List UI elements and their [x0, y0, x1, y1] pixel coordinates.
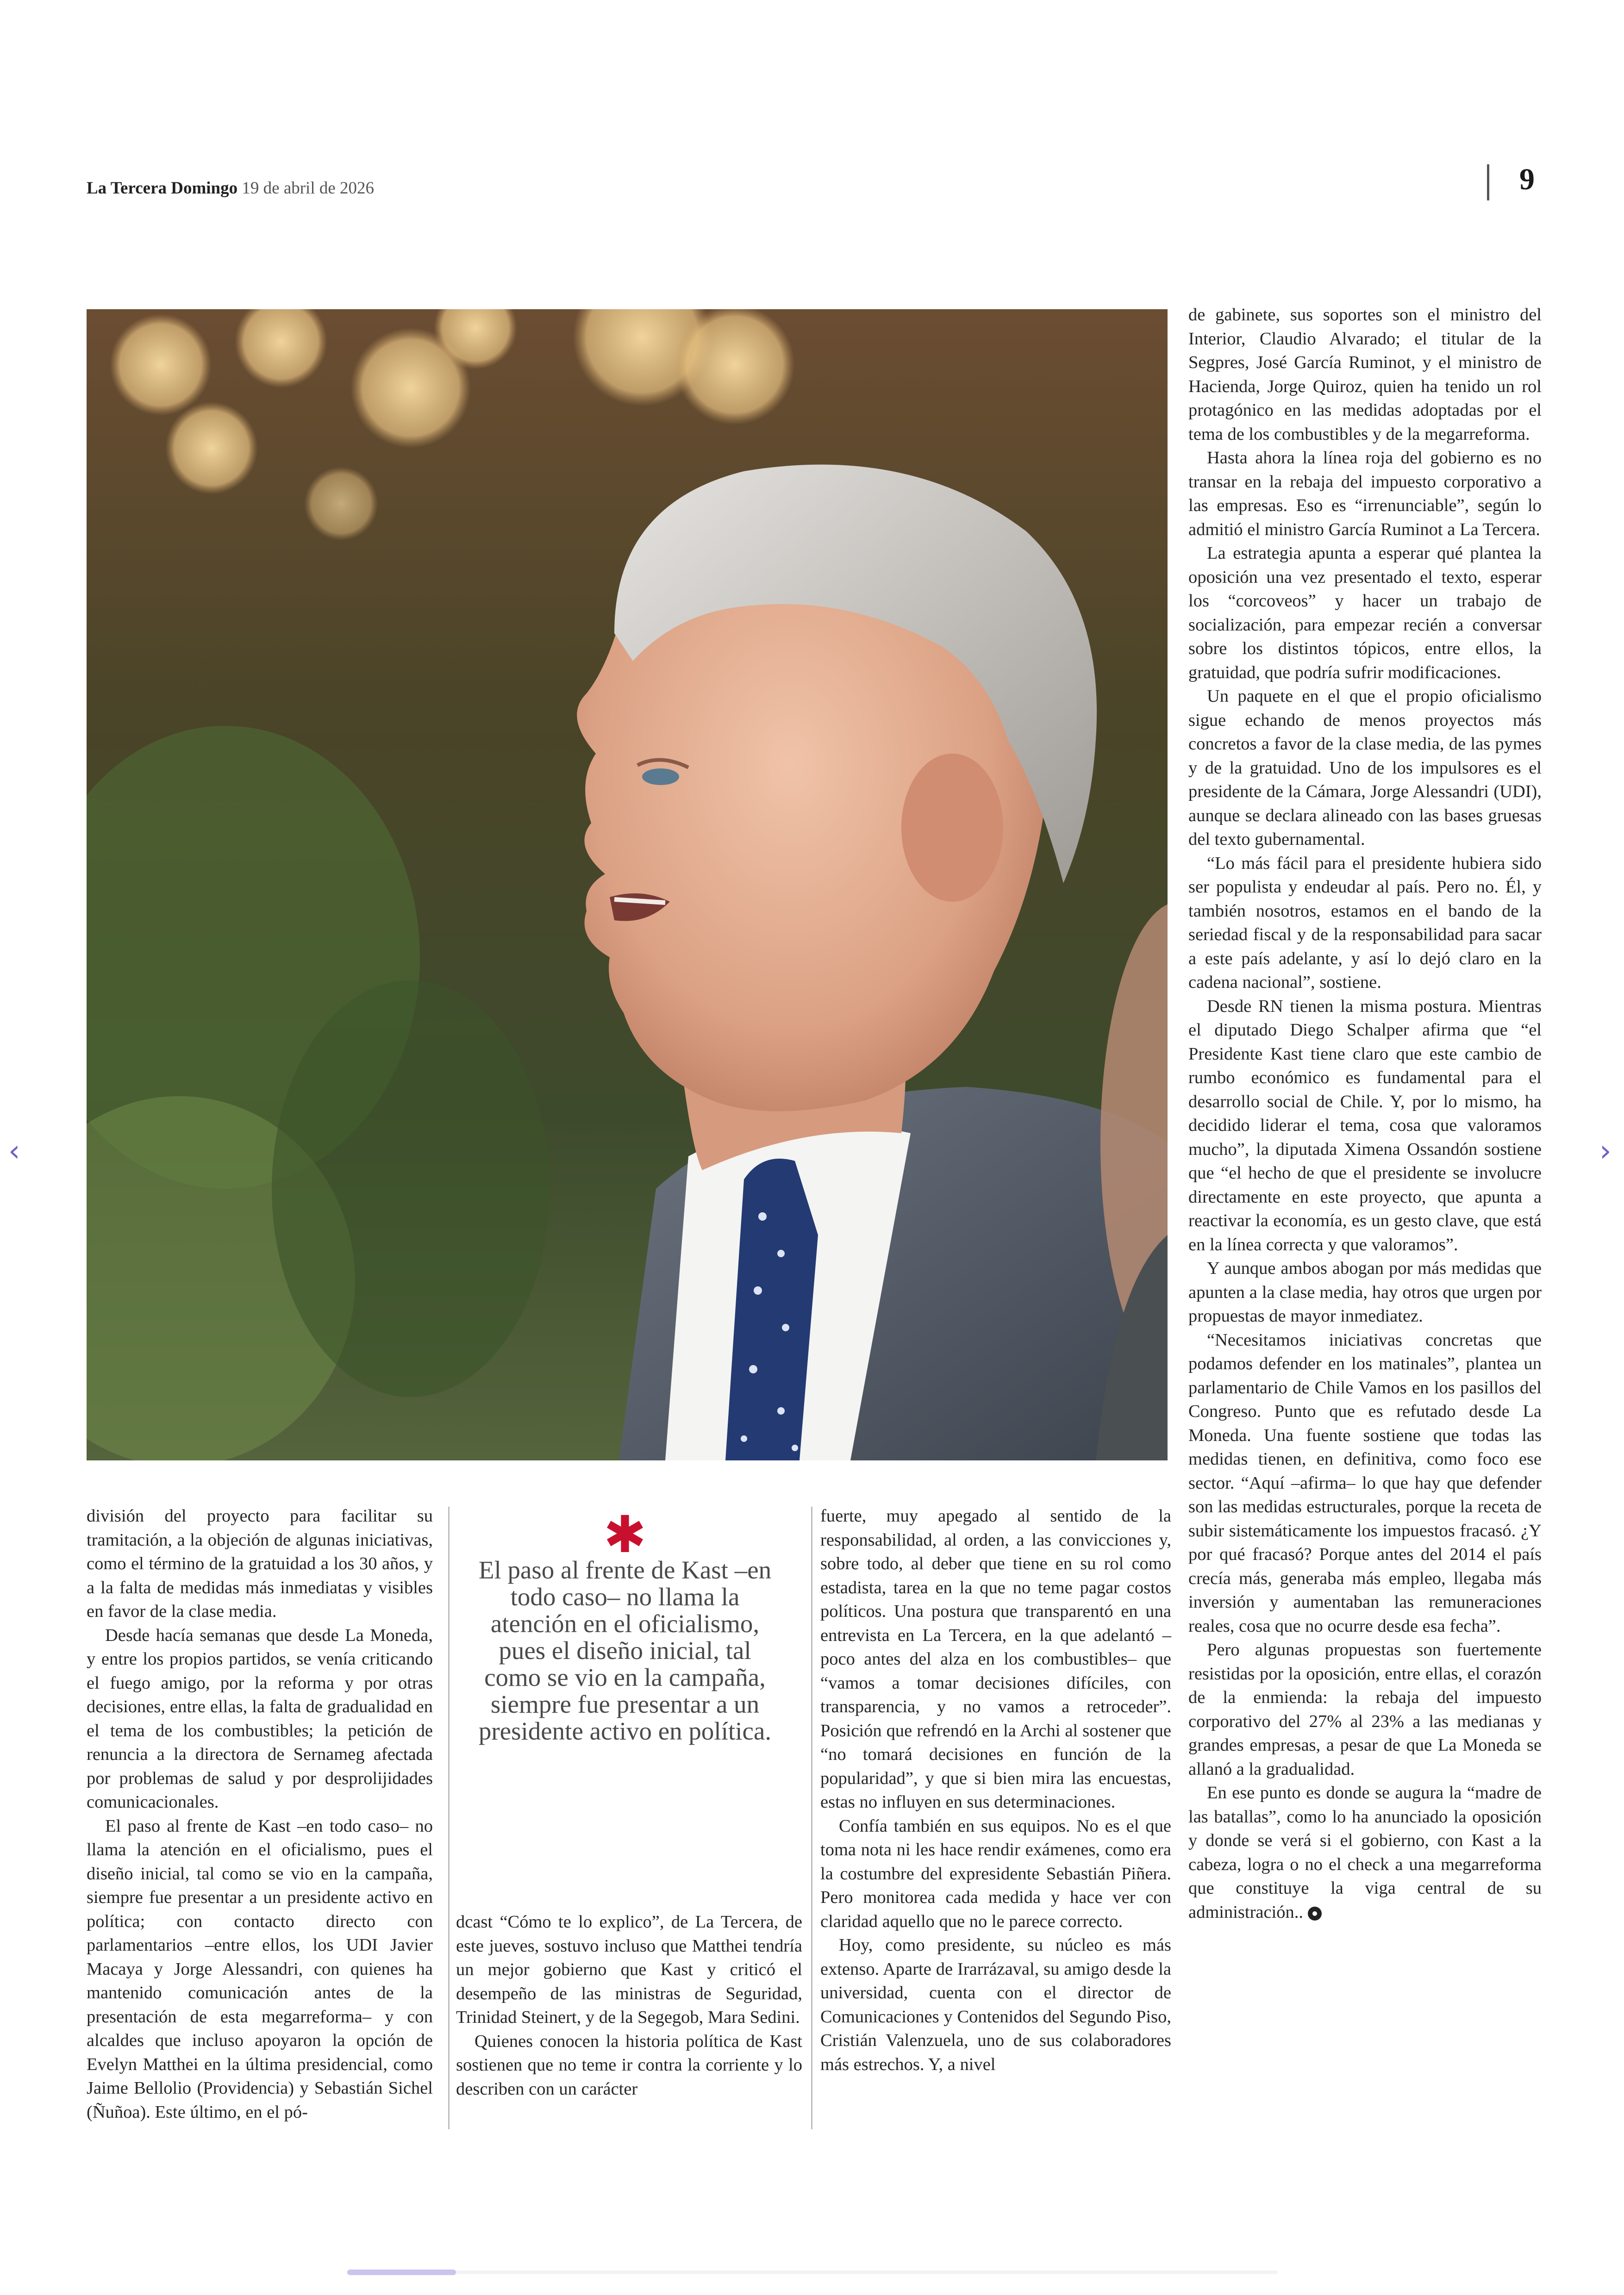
article-paragraph: Desde RN tienen la misma postura. Mientras el diputado Diego Schalper afirma que “el Presidente Kast tiene claro que este cambio de rumbo económico es fundamental para el desarrollo social de Chile. Y, por lo mismo, ha decidido liderar el tema, cosa que valoramos mucho”, la diputada Ximena Ossandón sostiene que “el hecho de que el presidente se involucre directamente en este proyecto, que apunta a reactivar la economía, es un gesto clave, que está en la línea correcta y que valoramos”.	[1188, 996, 1542, 1254]
article-paragraph: Hasta ahora la línea roja del gobierno es no transar en la rebaja del impuesto corporativo a las empresas. Eso es “irrenunciable”, según lo admitió el ministro García Ruminot a La Tercera.	[1188, 448, 1542, 539]
article-column-3	[820, 1504, 1171, 2077]
publication-name: La Tercera Domingo	[87, 179, 238, 198]
article-paragraph-text: En ese punto es donde se augura la “madre de las batallas”, como lo ha anunciado la oposición y donde se verá si el gobierno, con Kast a la cabeza, logra o no el check a una megarreforma que constituye la viga central de su administración..	[1188, 1783, 1542, 1922]
page-number: 9	[1519, 162, 1535, 196]
horizontal-scrollbar-thumb[interactable]	[347, 2270, 456, 2275]
next-page-icon[interactable]: ›	[1599, 1134, 1612, 1168]
article-column-2	[456, 1910, 802, 2101]
end-of-article-icon	[1308, 1907, 1322, 1921]
asterisk-icon: ✱	[603, 1505, 647, 1564]
column-divider	[811, 1507, 812, 2129]
article-paragraph: Quienes conocen la historia política de Kast sostienen que no teme ir contra la corriente y lo describen con un carácter	[456, 2031, 802, 2099]
article-paragraph: división del proyecto para facilitar su tramitación, a la objeción de algunas iniciativas, como el término de la gratuidad a los 30 años, y a la falta de medidas más inmediatas y visibles en favor de la clase media.	[87, 1506, 433, 1621]
article-paragraph: Pero algunas propuestas son fuertemente resistidas por la oposición, entre ellas, el corazón de la enmienda: la rebaja del impuesto corporativo del 27% al 23% a las medianas y grandes empresas, a pesar de que La Moneda se allanó a la gradualidad.	[1188, 1640, 1542, 1779]
article-paragraph: Y aunque ambos abogan por más medidas que apunten a la clase media, hay otros que urgen por propuestas de mayor inmediatez.	[1188, 1259, 1542, 1326]
bokeh-light	[675, 309, 795, 425]
article-paragraph: La estrategia apunta a esperar qué plantea la oposición una vez presentado el texto, esperar los “corcoveos” y hacer un trabajo de socialización, para empezar recién a conversar sobre los distintos tópicos, entre ellos, la gratuidad, que podría sufrir modificaciones.	[1188, 543, 1542, 682]
article-paragraph: El paso al frente de Kast –en todo caso– no llama la atención en el oficialismo, pues el diseño inicial, tal como se vio en la campaña, siempre fue presentar a un presidente activo en política; con contacto directo con parlamentarios –entre ellos, los UDI Javier Macaya y Jorge Alessandri, con quienes ha mantenido comunicación antes de la presentación de esta megarreforma– y con alcaldes que incluso apoyaron la opción de Evelyn Matthei en la última presidencial, como Jaime Bellolio (Providencia) y Sebastián Sichel (Ñuñoa). Este último, en el pó-	[87, 1816, 433, 2122]
previous-page-icon[interactable]: ‹	[8, 1134, 20, 1168]
article-paragraph: de gabinete, sus soportes son el ministro del Interior, Claudio Alvarado; el titular de la Segpres, José García Ruminot, y el ministro de Hacienda, Jorge Quiroz, quien ha tenido un rol protagónico en las medidas adoptadas por el tema de los combustibles y de la megarreforma.	[1188, 305, 1542, 444]
article-paragraph: “Lo más fácil para el presidente hubiera sido ser populista y endeudar al país. Pero no. Él, y también nosotros, estamos en el bando de la seriedad fiscal y de la responsabilidad para sacar a este país adelante, y así lo dejó claro en la cadena nacional”, sostiene.	[1188, 853, 1542, 992]
horizontal-scrollbar-track[interactable]	[347, 2270, 1278, 2274]
article-paragraph: Confía también en sus equipos. No es el que toma nota ni les hace rendir exámenes, como era la costumbre del expresidente Sebastián Piñera. Pero monitorea cada medida y hace ver con claridad aquello que no le parece correcto.	[820, 1816, 1171, 1931]
pull-quote-text: El paso al frente de Kast –en todo caso– no llama la atención en el oficialismo, pues el diseño inicial, tal como se vio en la campaña, siempre fue presentar a un presidente activo en política.	[478, 1556, 772, 1745]
article-paragraph: dcast “Cómo te lo explico”, de La Tercera, de este jueves, sostuvo incluso que Matthei tendría un mejor gobierno que Kast y criticó el desempeño de las ministras de Seguridad, Trinidad Steinert, y de la Segegob, Mara Sedini.	[456, 1912, 802, 2027]
page-header	[87, 178, 374, 198]
article-paragraph: Un paquete en el que el propio oficialismo sigue echando de menos proyectos más concretos a favor de la clase media, de las pymes y de la gratuidad. Uno de los impulsores es el presidente de la Cámara, Jorge Alessandri (UDI), aunque se declara alineado con las bases gruesas del texto gubernamental.	[1188, 686, 1542, 849]
article-paragraph: Hoy, como presidente, su núcleo es más extenso. Aparte de Irarrázaval, su amigo desde la universidad, cuenta con el director de Comunicaciones y Contenidos del Segundo Piso, Cristián Valenzuela, uno de sus colaboradores más estrechos. Y, a nivel	[820, 1935, 1171, 2074]
bokeh-light	[165, 402, 258, 494]
article-paragraph: Desde hacía semanas que desde La Moneda, y entre los propios partidos, se venía criticando el fuego amigo, por la reforma y por otras decisiones, entre ellas, la falta de gradualidad en el tema de los combustibles; la petición de renuncia a la directora de Sernameg afectada por problemas de salud y por desprolijidades comunicacionales.	[87, 1625, 433, 1812]
article-paragraph: “Necesitamos iniciativas concretas que podamos defender en los matinales”, plantea un parlamentario de Chile Vamos en los pasillos del Congreso. Punto que es refutado desde La Moneda. Una fuente sostiene que todas las medidas tienen, en definitiva, como foco ese sector. “Aquí –afirma– lo que hay que defender son las medidas estructurales, porque la receta de subir sistemáticamente los impuestos fracasó. ¿Y por qué fracasó? Porque antes del 2014 el país crecía más, generaba más empleo, llegaba más inversión y aumentaban las remuneraciones reales, cosa que no ocurre desde esa fecha”.	[1188, 1330, 1542, 1636]
column-divider	[448, 1507, 450, 2129]
article-column-1	[87, 1504, 433, 2124]
article-paragraph-final	[1188, 1781, 1542, 1924]
bokeh-light	[110, 314, 212, 416]
kast-portrait-photo	[87, 309, 1168, 1460]
article-paragraph: fuerte, muy apegado al sentido de la responsabilidad, al orden, a las convicciones y, sobre todo, al deber que tiene en su rol como estadista, tarea en la que no teme pagar costos políticos. Una postura que transparentó en una entrevista en La Tercera, en la que adelantó –poco antes del alza en los combustibles– que “vamos a tomar decisiones difíciles, con transparencia, y no vamos a retroceder”. Posición que refrendó en la Archi al sostener que “no tomará decisiones en función de la popularidad”, y que si bien mira las encuestas, estas no influyen en sus determinaciones.	[820, 1506, 1171, 1812]
pull-quote	[468, 1505, 782, 1745]
publication-date: 19 de abril de 2026	[242, 179, 375, 198]
article-column-4	[1188, 303, 1542, 1924]
page-number-divider	[1487, 164, 1489, 200]
